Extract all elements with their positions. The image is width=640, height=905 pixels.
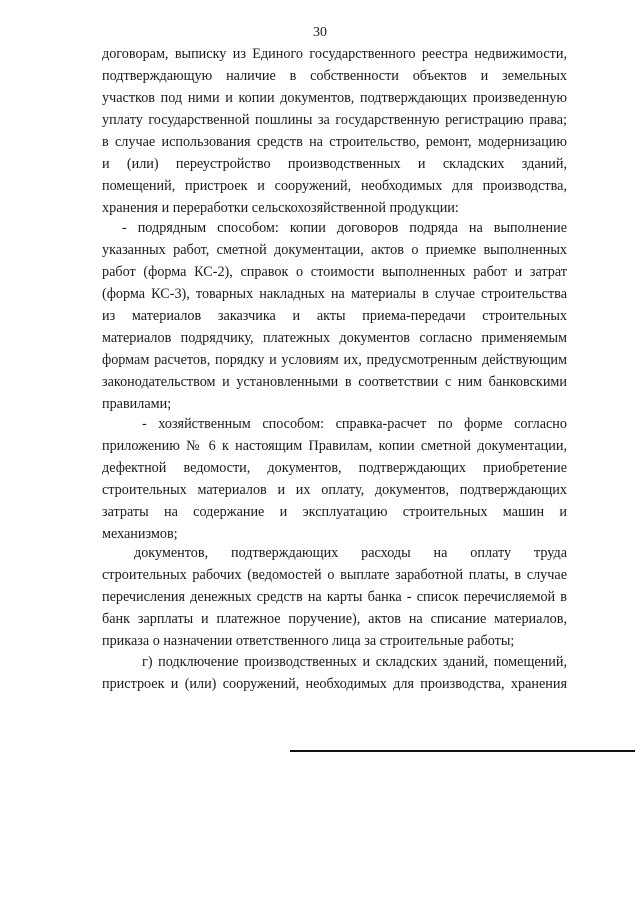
text-line: строительных материалов и их оплату, документов, подтверждающих (102, 482, 567, 498)
text-line: приказа о назначении ответственного лица за строительные работы; (102, 633, 515, 649)
text-line: пристроек и (или) сооружений, необходимых для производства, хранения (102, 676, 567, 692)
text-line: правилами; (102, 396, 172, 412)
text-line: помещений, пристроек и сооружений, необходимых для производства, (102, 178, 567, 194)
text-line: и (или) переустройство производственных и складских зданий, (102, 156, 567, 172)
text-line: строительных рабочих (ведомостей о выплате заработной платы, в случае (102, 567, 567, 583)
text-line: перечисления денежных средств на карты банка - список перечисляемой в (102, 589, 567, 605)
text-line: формам расчетов, порядку и условиям их, предусмотренным действующим (102, 352, 567, 368)
paragraph-labor-documents (102, 542, 567, 652)
text-line: г) подключение производственных и складских зданий, помещений, (142, 654, 567, 670)
text-line: банк зарплаты и платежное поручение), актов на списание материалов, (102, 611, 567, 627)
page-number: 30 (313, 25, 327, 40)
text-line: хранения и переработки сельскохозяйственной продукции: (102, 200, 459, 216)
text-line: (форма КС-3), товарных накладных на материалы в случае строительства (102, 286, 567, 302)
paragraph-continuation (102, 43, 567, 219)
text-line: дефектной ведомости, документов, подтверждающих приобретение (102, 460, 567, 476)
text-line: - хозяйственным способом: справка-расчет по форме согласно (142, 416, 567, 432)
text-line: договорам, выписку из Единого государственного реестра недвижимости, (102, 46, 567, 62)
text-line: уплату государственной пошлины за государственную регистрацию права; (102, 112, 567, 128)
text-line: механизмов; (102, 526, 178, 542)
text-line: участков под ними и копии документов, подтверждающих произведенную (102, 90, 567, 106)
text-line: затраты на содержание и эксплуатацию строительных машин и (102, 504, 567, 520)
text-line: - подрядным способом: копии договоров подряда на выполнение (122, 220, 567, 236)
text-line: работ (форма КС-2), справок о стоимости выполненных работ и затрат (102, 264, 567, 280)
paragraph-contract-method (102, 217, 567, 415)
text-line: подтверждающую наличие в собственности объектов и земельных (102, 68, 567, 84)
text-line: законодательством и установленными в соответствии с ним банковскими (102, 374, 567, 390)
text-line: приложению № 6 к настоящим Правилам, копии сметной документации, (102, 438, 567, 454)
footer-rule (290, 750, 635, 752)
text-line: в случае использования средств на строительство, ремонт, модернизацию (102, 134, 567, 150)
paragraph-item-g (102, 651, 567, 695)
text-line: указанных работ, сметной документации, актов о приемке выполненных (102, 242, 567, 258)
paragraph-own-method (102, 413, 567, 545)
text-line: документов, подтверждающих расходы на оплату труда (134, 545, 567, 561)
text-line: из материалов заказчика и акты приема-передачи строительных (102, 308, 567, 324)
text-line: материалов подрядчику, платежных документов согласно применяемым (102, 330, 567, 346)
